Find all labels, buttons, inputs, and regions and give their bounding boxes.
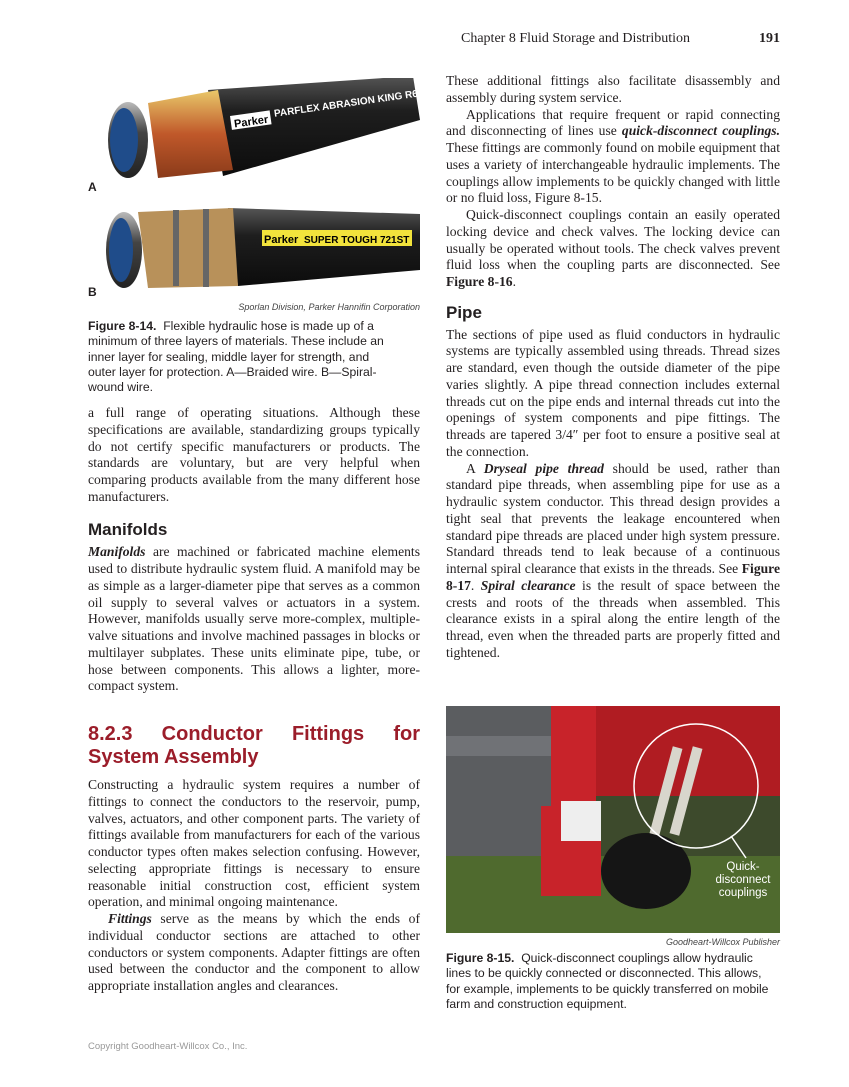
heading-manifolds: Manifolds [88, 519, 168, 539]
paragraph [446, 73, 780, 107]
hose-a-text: PARFLEX ABRASION KING R6 [273, 88, 419, 120]
caption-label: Figure 8-15. [446, 951, 515, 965]
coupling-photo [446, 706, 780, 933]
emphasized-term: Fittings [108, 911, 152, 926]
text-run: serve as the means by which the ends of individual conductor sections are attached to other conductors or system components. Adapter fittings are often used between the conductor and the component to allow appropriate installation angles and clearances. [88, 911, 420, 993]
paragraph [446, 207, 780, 291]
caption-label: Figure 8-14. [88, 319, 157, 333]
heading-pipe: Pipe [446, 302, 482, 322]
left-column [88, 405, 420, 995]
paragraph [446, 461, 780, 662]
figure-credit: Goodheart-Willcox Publisher [666, 937, 780, 947]
text-run: Quick-disconnect couplings contain an easily operated locking device and check valves. The locking device can usually be operated without tools. The check valves prevent fluid loss when the coupling parts are disconnected. See [446, 207, 780, 273]
chapter-title: Chapter 8 Fluid Storage and Distribution [461, 31, 691, 46]
figure-credit: Sporlan Division, Parker Hannifin Corporation [238, 302, 420, 312]
paragraph [88, 911, 420, 995]
emphasized-term: quick-disconnect couplings. [621, 123, 780, 139]
hose-b-text: SUPER TOUGH 721ST [304, 235, 410, 246]
text-run: Figure 8-15 [534, 190, 599, 206]
figure-caption [88, 319, 398, 395]
text-run: is the result of space between the crests and roots of the threads when assembled. This clearance exists in a spiral along the entire length of the thread, even when the threaded parts are properly fitted and tightened. [446, 577, 781, 660]
text-run: . [598, 190, 602, 206]
section-title: Conductor Fittings for System Assembly [88, 723, 420, 768]
paragraph [446, 107, 780, 208]
caption-text: Quick-disconnect couplings allow hydraulic lines to be quickly connected or disconnected. This allows, for example, implements to be quickly transferred on mobile farm and construction equipment. [446, 951, 769, 1011]
text-run: are machined or fabricated machine elements used to distribute hydraulic system fluid. A manifold may be as simple as a larger-diameter pipe that serves as a common oil supply to several valves or actuators in a system. However, manifolds usually serve more-complex, multiple-valve situations and involve machined passages in blocks or multilayer subplates. These units eliminate pipe, tube, or hose between components. This allows a lighter, more-compact system. [88, 544, 420, 694]
text-run: should be used, rather than standard pipe threads, when assembling pipe for use as a hydraulic system conductor. This thread design provides a tight seal that prevents the leakage encountered when standard pipe threads are placed under high system pressure. Standard threads tend to leak because of a continuous internal spiral clearance that exists in the threads. See [446, 460, 781, 576]
label-b: B [88, 285, 97, 299]
text-run: The sections of pipe used as fluid conductors in hydraulic systems are typically assembled using threads. Thread sizes are standard, even though the outside diameter of the pipe varies slightly. A pipe thread connection includes external threads cut on the pipe ends and internal threads cut into the openings of system components and pipe fittings. The threads are tapered 3/4″ per foot to ensure a positive seal at the connection. [446, 326, 780, 459]
text-run: . [470, 577, 481, 593]
text-run: These additional fittings also facilitate disassembly and assembly during system service. [446, 73, 780, 105]
hose-a-image [88, 78, 420, 178]
text-run: A [466, 460, 484, 476]
figure-8-15 [446, 706, 780, 1012]
page-number: 191 [759, 31, 780, 46]
section-heading [88, 723, 420, 769]
emphasized-term: Figure 8-17 [446, 561, 780, 593]
label-a: A [88, 180, 97, 194]
hose-b-brand: Parker [264, 234, 299, 246]
figure-caption [446, 951, 776, 1012]
text-run: a full range of operating situations. Although these specifications are available, standardizing groups typically do not certify specific manufacturers or products. The standards are voluntary, but are very helpful when comparing products available from the many different hose manufacturers. [88, 405, 420, 504]
hose-b-image [88, 200, 420, 290]
hose-a-brand: Parker [233, 113, 269, 131]
text-run: These fittings are commonly found on mobile equipment that uses a variety of interchangeable hydraulic implements. The couplings allow implements to be quickly changed with little or no fluid loss, [446, 140, 780, 206]
paragraph [88, 777, 420, 911]
callout-label: Quick-disconnect couplings [715, 861, 771, 899]
paragraph [88, 544, 420, 695]
section-number: 8.2.3 [88, 723, 133, 745]
right-column [446, 73, 780, 662]
text-run: Constructing a hydraulic system requires a number of fittings to connect the conductors to the reservoir, pump, valves, actuators, and other component parts. The variety of fittings available from manufacturers for each of the various conductor types often makes selection confusing. However, selecting appropriate fittings is necessary to ensure reasonable initial construction cost, efficient system operation, and minimal ongoing maintenance. [88, 777, 420, 910]
emphasized-term: Manifolds [88, 544, 146, 560]
paragraph [446, 327, 780, 461]
text-run: . [512, 274, 516, 289]
running-header [461, 31, 780, 47]
text-run: Applications that require frequent or rapid connecting and disconnecting of lines use [446, 106, 780, 139]
emphasized-term: Figure 8-16 [446, 274, 513, 289]
copyright-footer: Copyright Goodheart-Willcox Co., Inc. [88, 1041, 248, 1052]
emphasized-term: Dryseal pipe thread [483, 460, 604, 476]
paragraph [88, 405, 420, 506]
caption-text: Flexible hydraulic hose is made up of a minimum of three layers of materials. These include an inner layer for sealing, middle layer for strength, and outer layer for protection. A—Braided wire. B—Spiral-wound wire. [88, 319, 384, 395]
emphasized-term: Spiral clearance [480, 577, 576, 593]
